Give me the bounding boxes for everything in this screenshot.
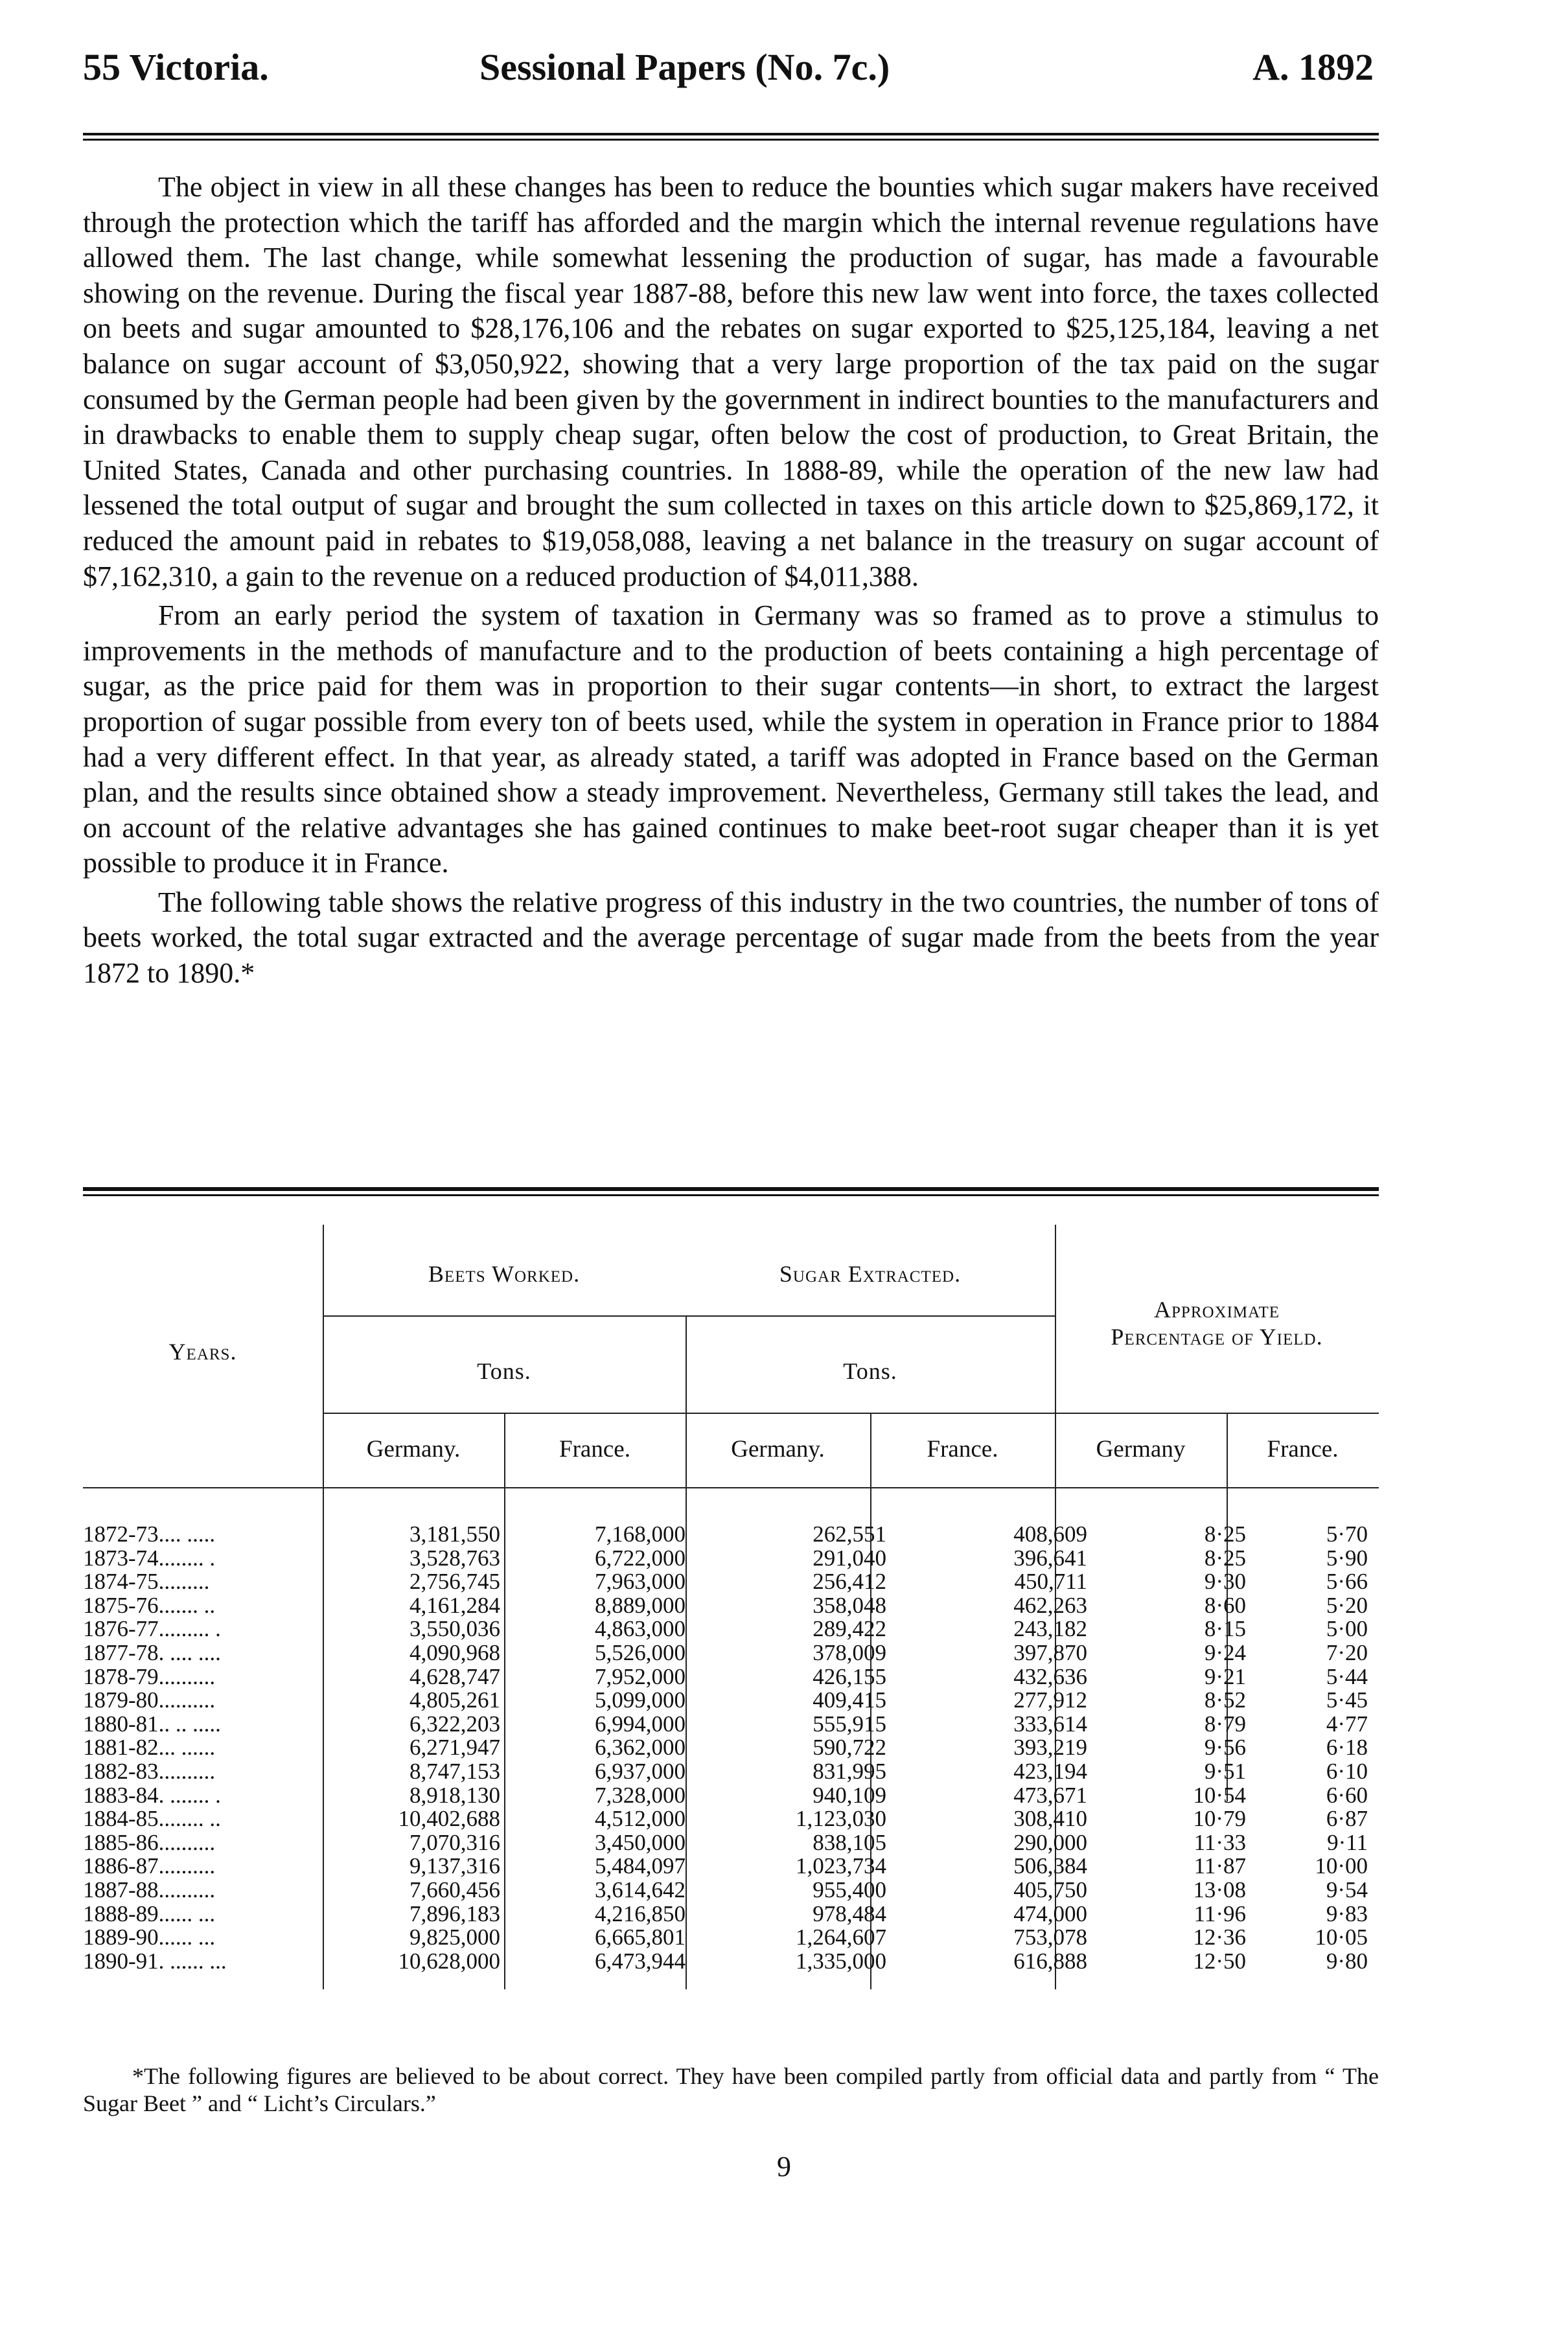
footnote-text: *The following figures are believed to be about correct. They have been compiled partly from official data and partly from “ The Sugar Beet ” and “ Licht’s Circulars.” <box>83 2063 1379 2116</box>
sugar-header: Sugar Extracted. <box>779 1261 962 1287</box>
table-row <box>83 1617 1379 1641</box>
year-cell: 1875-76....... .. <box>83 1592 216 1618</box>
france-yield-cell: 9·80 <box>1326 1948 1368 1974</box>
table-row <box>83 1713 1379 1737</box>
france-beets-cell: 5,099,000 <box>595 1687 686 1713</box>
france-beets-cell: 6,362,000 <box>595 1735 686 1761</box>
germany-yield-cell: 9·30 <box>1204 1569 1246 1595</box>
germany-yield-cell: 9·24 <box>1204 1639 1246 1665</box>
table-row <box>83 1594 1379 1618</box>
germany-yield-cell: 8·15 <box>1204 1616 1246 1642</box>
france-beets-cell: 5,526,000 <box>595 1639 686 1665</box>
germany-sugar-cell: 1,264,607 <box>796 1925 886 1950</box>
germany-sugar-cell: 590,722 <box>813 1735 886 1761</box>
france-yield-cell: 7·20 <box>1326 1639 1368 1665</box>
body-text <box>83 170 1379 991</box>
beets-tons-label: Tons. <box>477 1358 531 1384</box>
germany-sugar-cell: 978,484 <box>813 1901 886 1926</box>
year-cell: 1877-78. .... .... <box>83 1639 221 1665</box>
table-row <box>83 1523 1379 1547</box>
year-cell: 1886-87.......... <box>83 1853 216 1879</box>
year-cell: 1885-86.......... <box>83 1829 216 1855</box>
header-session: 55 Victoria. <box>83 46 269 88</box>
germany-yield-cell: 8·79 <box>1204 1711 1246 1737</box>
france-sugar-cell: 432,636 <box>1013 1663 1087 1689</box>
france-yield-cell: 5·45 <box>1326 1687 1368 1713</box>
germany-beets-cell: 8,918,130 <box>409 1782 500 1808</box>
germany-beets-cell: 4,090,968 <box>409 1639 500 1665</box>
france-beets-cell: 7,168,000 <box>595 1521 686 1547</box>
col-france-sugar: France. <box>927 1436 998 1463</box>
france-beets-cell: 6,665,801 <box>595 1925 686 1950</box>
table-row <box>83 1689 1379 1713</box>
page-number: 9 <box>777 2151 791 2182</box>
germany-yield-cell: 9·21 <box>1204 1663 1246 1689</box>
year-cell: 1881-82... ...... <box>83 1735 216 1761</box>
table-row <box>83 1570 1379 1594</box>
germany-yield-cell: 10·54 <box>1193 1782 1246 1808</box>
france-yield-cell: 5·90 <box>1326 1545 1368 1571</box>
germany-beets-cell: 3,181,550 <box>409 1521 500 1547</box>
france-yield-cell: 4·77 <box>1326 1711 1368 1737</box>
germany-beets-cell: 7,660,456 <box>409 1877 500 1902</box>
sugar-table <box>83 1199 1379 2022</box>
france-sugar-cell: 423,194 <box>1013 1758 1087 1784</box>
germany-yield-cell: 12·50 <box>1193 1948 1246 1974</box>
year-cell: 1880-81.. .. ..... <box>83 1711 221 1737</box>
sugar-tons-label: Tons. <box>843 1358 897 1384</box>
table-row <box>83 1641 1379 1665</box>
year-cell: 1882-83.......... <box>83 1758 216 1784</box>
col-germany-beets: Germany. <box>366 1436 461 1463</box>
france-sugar-cell: 277,912 <box>1013 1687 1087 1713</box>
france-beets-cell: 7,963,000 <box>595 1569 686 1595</box>
footnote <box>83 2063 1379 2117</box>
germany-beets-cell: 9,137,316 <box>409 1853 500 1879</box>
year-cell: 1889-90...... ... <box>83 1925 216 1950</box>
france-beets-cell: 6,473,944 <box>595 1948 686 1974</box>
year-cell: 1876-77......... . <box>83 1616 221 1642</box>
germany-yield-cell: 8·25 <box>1204 1521 1246 1547</box>
france-yield-cell: 9·11 <box>1327 1829 1368 1855</box>
table-row <box>83 1760 1379 1784</box>
france-yield-cell: 10·00 <box>1315 1853 1368 1879</box>
france-yield-cell: 5·44 <box>1326 1663 1368 1689</box>
germany-yield-cell: 10·79 <box>1193 1806 1246 1832</box>
germany-yield-cell: 9·51 <box>1204 1758 1246 1784</box>
germany-yield-cell: 8·60 <box>1204 1592 1246 1618</box>
year-cell: 1872-73.... ..... <box>83 1521 216 1547</box>
table-row <box>83 1926 1379 1950</box>
france-sugar-cell: 408,609 <box>1013 1521 1087 1547</box>
table-row <box>83 1831 1379 1855</box>
germany-yield-cell: 11·33 <box>1193 1829 1246 1855</box>
year-cell: 1879-80.......... <box>83 1687 216 1713</box>
germany-beets-cell: 4,628,747 <box>409 1663 500 1689</box>
germany-yield-cell: 11·87 <box>1193 1853 1246 1879</box>
france-yield-cell: 9·54 <box>1326 1877 1368 1902</box>
germany-yield-cell: 13·08 <box>1193 1877 1246 1902</box>
france-sugar-cell: 397,870 <box>1013 1639 1087 1665</box>
germany-sugar-cell: 426,155 <box>813 1663 886 1689</box>
germany-sugar-cell: 256,412 <box>813 1569 886 1595</box>
germany-beets-cell: 6,271,947 <box>409 1735 500 1761</box>
germany-beets-cell: 10,402,688 <box>398 1806 500 1832</box>
germany-yield-cell: 9·56 <box>1204 1735 1246 1761</box>
france-beets-cell: 6,937,000 <box>595 1758 686 1784</box>
table-rule <box>323 1315 1055 1317</box>
year-cell: 1874-75......... <box>83 1569 210 1595</box>
france-sugar-cell: 616,888 <box>1013 1948 1087 1974</box>
table-row <box>83 1950 1379 1974</box>
france-beets-cell: 4,216,850 <box>595 1901 686 1926</box>
germany-sugar-cell: 555,915 <box>813 1711 886 1737</box>
germany-beets-cell: 3,550,036 <box>409 1616 500 1642</box>
germany-sugar-cell: 358,048 <box>813 1592 886 1618</box>
germany-beets-cell: 3,528,763 <box>409 1545 500 1571</box>
germany-sugar-cell: 1,335,000 <box>796 1948 886 1974</box>
germany-yield-cell: 11·96 <box>1193 1901 1246 1926</box>
germany-beets-cell: 2,756,745 <box>409 1569 500 1595</box>
france-beets-cell: 6,994,000 <box>595 1711 686 1737</box>
year-cell: 1890-91. ...... ... <box>83 1948 227 1974</box>
france-yield-cell: 6·60 <box>1326 1782 1368 1808</box>
germany-yield-cell: 8·52 <box>1204 1687 1246 1713</box>
france-yield-cell: 6·18 <box>1326 1735 1368 1761</box>
france-yield-cell: 5·20 <box>1326 1592 1368 1618</box>
table-row <box>83 1902 1379 1926</box>
germany-beets-cell: 7,896,183 <box>409 1901 500 1926</box>
france-beets-cell: 6,722,000 <box>595 1545 686 1571</box>
germany-beets-cell: 4,805,261 <box>409 1687 500 1713</box>
germany-sugar-cell: 289,422 <box>813 1616 886 1642</box>
france-sugar-cell: 333,614 <box>1013 1711 1087 1737</box>
france-sugar-cell: 753,078 <box>1013 1925 1087 1950</box>
col-germany-sugar: Germany. <box>731 1436 825 1463</box>
table-row <box>83 1807 1379 1831</box>
table-row <box>83 1665 1379 1689</box>
year-cell: 1888-89...... ... <box>83 1901 216 1926</box>
france-beets-cell: 3,450,000 <box>595 1829 686 1855</box>
france-sugar-cell: 473,671 <box>1013 1782 1087 1808</box>
germany-beets-cell: 4,161,284 <box>409 1592 500 1618</box>
header-year: A. 1892 <box>1252 46 1374 88</box>
germany-beets-cell: 10,628,000 <box>398 1948 500 1974</box>
france-sugar-cell: 405,750 <box>1013 1877 1087 1902</box>
germany-sugar-cell: 378,009 <box>813 1639 886 1665</box>
germany-sugar-cell: 409,415 <box>813 1687 886 1713</box>
germany-yield-cell: 8·25 <box>1204 1545 1246 1571</box>
france-yield-cell: 10·05 <box>1315 1925 1368 1950</box>
france-yield-cell: 5·66 <box>1326 1569 1368 1595</box>
france-beets-cell: 5,484,097 <box>595 1853 686 1879</box>
year-cell: 1884-85........ .. <box>83 1806 221 1832</box>
germany-beets-cell: 9,825,000 <box>409 1925 500 1950</box>
france-beets-cell: 7,952,000 <box>595 1663 686 1689</box>
paragraph-2: From an early period the system of taxation in Germany was so framed as to prove a stimulus to improvements in the methods of manufacture and to the production of beets containing a high percentage of sugar, as the price paid for them was in proportion to their sugar contents—in short, to extract the largest proportion of sugar possible from every ton of beets used, while the system in operation in France prior to 1884 had a very different effect. In that year, as already stated, a tariff was adopted in France based on the German plan, and the results since obtained show a steady improvement. Nevertheless, Germany still takes the lead, and on account of the relative advantages she has gained continues to make beet-root sugar cheaper than it is yet possible to produce it in France. <box>83 599 1379 879</box>
france-sugar-cell: 396,641 <box>1013 1545 1087 1571</box>
paragraph-1: The object in view in all these changes has been to reduce the bounties which sugar makers have received through the protection which the tariff has afforded and the margin which the internal revenue regulations have allowed them. The last change, while somewhat lessening the production of sugar, has made a favourable showing on the revenue. During the fiscal year 1887-88, before this new law went into force, the taxes collected on beets and sugar amounted to $28,176,106 and the rebates on sugar exported to $25,125,184, leaving a net balance on sugar account of $3,050,922, showing that a very large proportion of the tax paid on the sugar consumed by the German people had been given by the government in indirect bounties to the manufacturers and in drawbacks to enable them to supply cheap sugar, often below the cost of production, to Great Britain, the United States, Canada and other purchasing countries. In 1888-89, while the operation of the new law had lessened the total output of sugar and brought the sum collected in taxes on this article down to $25,869,172, it reduced the amount paid in rebates to $19,058,088, leaving a net balance in the treasury on sugar account of $7,162,310, a gain to the revenue on a reduced production of $4,011,388. <box>83 171 1379 592</box>
france-sugar-cell: 462,263 <box>1013 1592 1087 1618</box>
france-yield-cell: 9·83 <box>1326 1901 1368 1926</box>
france-sugar-cell: 243,182 <box>1013 1616 1087 1642</box>
header-title: Sessional Papers (No. 7c.) <box>479 46 890 88</box>
germany-beets-cell: 6,322,203 <box>409 1711 500 1737</box>
year-cell: 1873-74........ . <box>83 1545 216 1571</box>
germany-sugar-cell: 1,123,030 <box>796 1806 886 1832</box>
beets-header: Beets Worked. <box>428 1261 581 1287</box>
france-beets-cell: 8,889,000 <box>595 1592 686 1618</box>
france-yield-cell: 6·10 <box>1326 1758 1368 1784</box>
germany-beets-cell: 8,747,153 <box>409 1758 500 1784</box>
germany-sugar-cell: 831,995 <box>813 1758 886 1784</box>
table-row <box>83 1879 1379 1902</box>
germany-sugar-cell: 262,551 <box>813 1521 886 1547</box>
france-beets-cell: 4,512,000 <box>595 1806 686 1832</box>
paragraph-3: The following table shows the relative progress of this industry in the two countries, the number of tons of beets worked, the total sugar extracted and the average percentage of sugar made from the beets from the year 1872 to 1890.* <box>83 886 1379 989</box>
col-france-yield: France. <box>1267 1436 1339 1463</box>
table-top-rule <box>83 1187 1379 1196</box>
germany-beets-cell: 7,070,316 <box>409 1829 500 1855</box>
germany-sugar-cell: 1,023,734 <box>796 1853 886 1879</box>
year-cell: 1883-84. ....... . <box>83 1782 221 1808</box>
france-beets-cell: 3,614,642 <box>595 1877 686 1902</box>
yield-header-line1: Approximate <box>1154 1297 1280 1323</box>
germany-sugar-cell: 955,400 <box>813 1877 886 1902</box>
germany-sugar-cell: 291,040 <box>813 1545 886 1571</box>
year-cell: 1887-88.......... <box>83 1877 216 1902</box>
france-beets-cell: 7,328,000 <box>595 1782 686 1808</box>
header-rule <box>83 133 1379 141</box>
table-row <box>83 1784 1379 1808</box>
france-yield-cell: 6·87 <box>1326 1806 1368 1832</box>
germany-yield-cell: 12·36 <box>1193 1925 1246 1950</box>
france-yield-cell: 5·70 <box>1326 1521 1368 1547</box>
france-sugar-cell: 506,384 <box>1013 1853 1087 1879</box>
yield-header-line2: Percentage of Yield. <box>1111 1324 1323 1350</box>
table-row <box>83 1547 1379 1571</box>
france-sugar-cell: 474,000 <box>1013 1901 1087 1926</box>
france-yield-cell: 5·00 <box>1326 1616 1368 1642</box>
france-sugar-cell: 308,410 <box>1013 1806 1087 1832</box>
table-row <box>83 1855 1379 1879</box>
running-head <box>0 45 1568 104</box>
year-cell: 1878-79.......... <box>83 1663 216 1689</box>
france-sugar-cell: 290,000 <box>1013 1829 1087 1855</box>
table-rule <box>83 1487 1379 1488</box>
germany-sugar-cell: 940,109 <box>813 1782 886 1808</box>
table-rule <box>323 1413 1379 1414</box>
years-header: Years. <box>168 1339 237 1365</box>
germany-sugar-cell: 838,105 <box>813 1829 886 1855</box>
france-beets-cell: 4,863,000 <box>595 1616 686 1642</box>
col-germany-yield: Germany <box>1096 1436 1186 1463</box>
table-body <box>83 1523 1379 1973</box>
table-row <box>83 1736 1379 1760</box>
col-france-beets: France. <box>559 1436 630 1463</box>
france-sugar-cell: 450,711 <box>1014 1569 1087 1595</box>
france-sugar-cell: 393,219 <box>1013 1735 1087 1761</box>
